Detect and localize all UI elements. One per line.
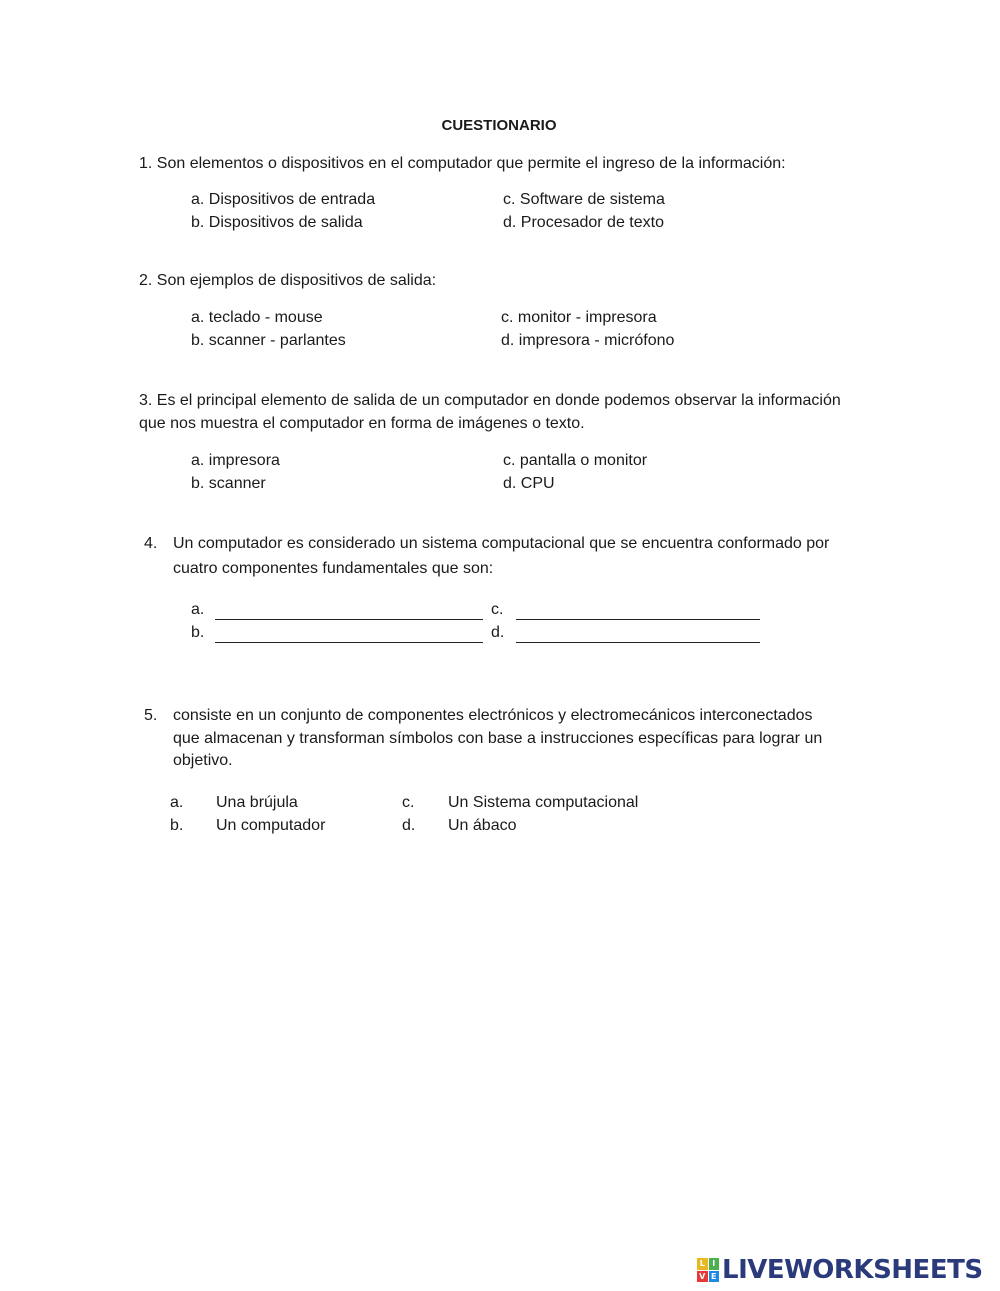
question-4-number: 4. xyxy=(144,535,158,552)
question-3-option-a[interactable]: a. impresora xyxy=(191,452,280,469)
question-4-text-line-1: Un computador es considerado un sistema computacional que se encuentra conformado por xyxy=(173,535,830,552)
question-5-option-d[interactable]: Un ábaco xyxy=(448,817,517,834)
question-5-number: 5. xyxy=(144,707,158,724)
question-2-option-b[interactable]: b. scanner - parlantes xyxy=(191,332,346,349)
question-5-option-c[interactable]: Un Sistema computacional xyxy=(448,794,639,811)
question-4-text-line-2: cuatro componentes fundamentales que son: xyxy=(173,560,494,577)
question-5-option-b[interactable]: Un computador xyxy=(216,817,326,834)
question-2-option-a[interactable]: a. teclado - mouse xyxy=(191,309,323,326)
question-1-option-d[interactable]: d. Procesador de texto xyxy=(503,214,664,231)
question-5-text-line-3: objetivo. xyxy=(173,752,233,769)
question-4-blank-c[interactable] xyxy=(516,619,760,620)
question-5-text-line-2: que almacenan y transforman símbolos con base a instrucciones específicas para lograr un xyxy=(173,730,823,747)
question-4-blank-d[interactable] xyxy=(516,642,760,643)
liveworksheets-logo-icon xyxy=(697,1258,719,1282)
question-1-option-c[interactable]: c. Software de sistema xyxy=(503,191,665,208)
question-5-option-a-letter: a. xyxy=(170,794,184,811)
question-3-option-c[interactable]: c. pantalla o monitor xyxy=(503,452,648,469)
question-3-option-d[interactable]: d. CPU xyxy=(503,475,555,492)
logo-icon-letter-l: L xyxy=(697,1258,708,1270)
question-4-blank-b[interactable] xyxy=(215,642,483,643)
question-3-option-b[interactable]: b. scanner xyxy=(191,475,266,492)
logo-icon-letter-i: I xyxy=(709,1258,720,1270)
logo-icon-letter-e: E xyxy=(709,1271,720,1283)
question-5-option-c-letter: c. xyxy=(402,794,415,811)
question-4-blank-a-label: a. xyxy=(191,601,205,618)
question-2-option-c[interactable]: c. monitor - impresora xyxy=(501,309,657,326)
liveworksheets-logo-text: LIVEWORKSHEETS xyxy=(722,1255,983,1285)
logo-icon-letter-v: V xyxy=(697,1271,708,1283)
page-title: CUESTIONARIO xyxy=(441,117,557,134)
question-3-text-line-2: que nos muestra el computador en forma de imágenes o texto. xyxy=(139,415,585,432)
question-1-text: 1. Son elementos o dispositivos en el computador que permite el ingreso de la información: xyxy=(139,155,786,172)
question-4-blank-d-label: d. xyxy=(491,624,505,641)
question-4-blank-c-label: c. xyxy=(491,601,504,618)
question-2-text: 2. Son ejemplos de dispositivos de salida: xyxy=(139,272,437,289)
question-4-blank-a[interactable] xyxy=(215,619,483,620)
question-2-option-d[interactable]: d. impresora - micrófono xyxy=(501,332,675,349)
question-1-option-b[interactable]: b. Dispositivos de salida xyxy=(191,214,363,231)
question-5-text-line-1: consiste en un conjunto de componentes electrónicos y electromecánicos interconectados xyxy=(173,707,813,724)
question-5-option-a[interactable]: Una brújula xyxy=(216,794,298,811)
question-3-text-line-1: 3. Es el principal elemento de salida de un computador en donde podemos observar la información xyxy=(139,392,841,409)
question-5-option-d-letter: d. xyxy=(402,817,416,834)
question-5-option-b-letter: b. xyxy=(170,817,184,834)
liveworksheets-logo xyxy=(697,1254,983,1286)
question-1-option-a[interactable]: a. Dispositivos de entrada xyxy=(191,191,376,208)
question-4-blank-b-label: b. xyxy=(191,624,205,641)
